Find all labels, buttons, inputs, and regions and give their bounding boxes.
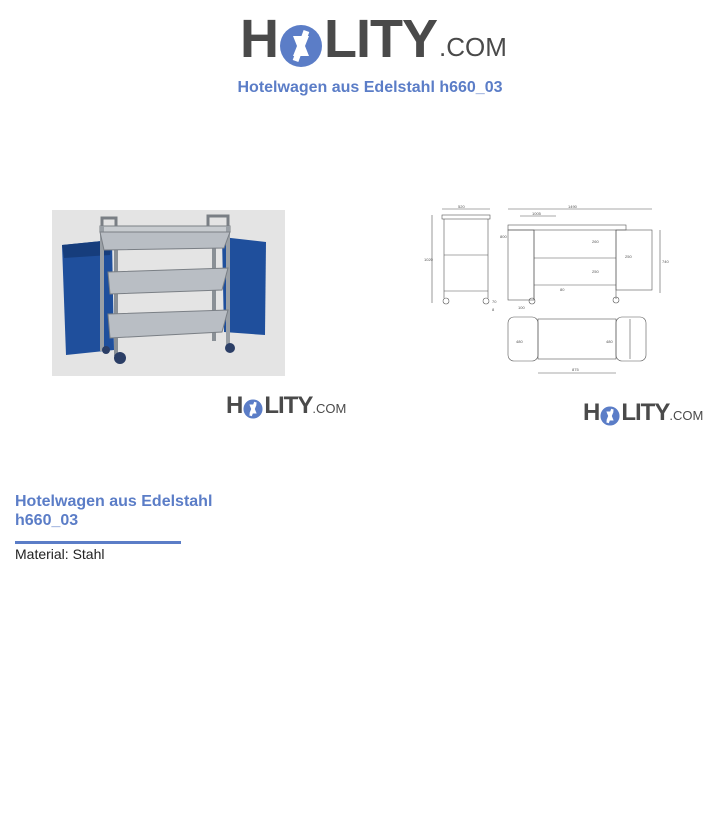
logo-letters-lity: LITY xyxy=(324,9,437,69)
dim-side-height: 1020 xyxy=(424,257,433,262)
technical-drawing xyxy=(420,203,670,383)
dim-shelf-c: 250 xyxy=(625,254,632,259)
holity-logo[interactable] xyxy=(240,9,507,69)
heading-divider xyxy=(15,541,181,544)
logo-letters-lity: LITY xyxy=(621,399,670,426)
product-photo xyxy=(52,210,285,376)
logo-dotcom: .COM xyxy=(439,32,507,62)
dim-inner-top: 1005 xyxy=(532,211,541,216)
dim-wheel: 100 xyxy=(518,305,525,310)
dim-small-b: 70 xyxy=(492,299,497,304)
logo-dotcom: .COM xyxy=(669,408,704,423)
dim-foot: 8 xyxy=(492,307,495,312)
logo-letter-h: H xyxy=(226,392,243,419)
dim-top-right: 1490 xyxy=(568,204,577,209)
logo-letter-h: H xyxy=(240,9,278,69)
dim-base: 80 xyxy=(560,287,565,292)
dim-top-left: 520 xyxy=(458,204,465,209)
logo-o-icon xyxy=(279,24,323,68)
logo-letter-h: H xyxy=(583,399,600,426)
dim-right-height: 740 xyxy=(662,259,669,264)
dim-bottom-inner: 480 xyxy=(606,339,613,344)
dim-bottom-depth: 480 xyxy=(516,339,523,344)
logo-o-icon xyxy=(243,399,263,419)
dim-shelf-b: 250 xyxy=(592,269,599,274)
holity-logo-drawing xyxy=(583,401,703,425)
dim-small-a: 800 xyxy=(500,234,507,239)
logo-o-icon xyxy=(600,406,620,426)
product-material: Material: Stahl xyxy=(15,546,105,562)
dim-shelf-a: 260 xyxy=(592,239,599,244)
dim-bottom-width: 875 xyxy=(572,367,579,372)
holity-logo-photo xyxy=(226,394,346,418)
logo-letters-lity: LITY xyxy=(264,392,313,419)
logo-dotcom: .COM xyxy=(312,401,347,416)
product-heading: Hotelwagen aus Edelstahl h660_03 xyxy=(15,493,213,529)
page-title: Hotelwagen aus Edelstahl h660_03 xyxy=(237,79,503,96)
